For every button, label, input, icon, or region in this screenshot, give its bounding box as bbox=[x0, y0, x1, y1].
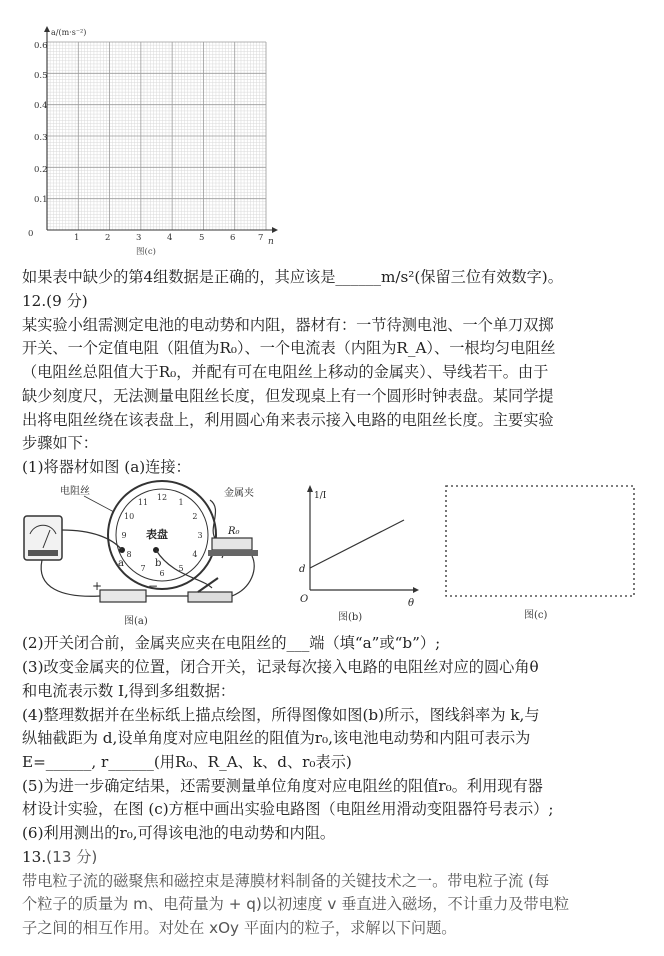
step-4-line-3: E=______, r______(用R₀、R_A、k、d、r₀表示) bbox=[22, 753, 352, 771]
step-1: (1)将器材如图 (a)连接： bbox=[22, 458, 191, 476]
ammeter-base bbox=[28, 550, 58, 556]
q13-number: 13. bbox=[22, 848, 47, 866]
dial-number: 7 bbox=[140, 563, 146, 573]
fig-b-intercept: d bbox=[299, 564, 306, 575]
figure-a-caption: 图(a) bbox=[124, 616, 148, 627]
q13-score: (13 分) bbox=[46, 848, 98, 866]
q12-paragraph-line-1: 某实验小组需测定电池的电动势和内阻，器材有：一节待测电池、一个单刀双掷 bbox=[22, 316, 554, 334]
q12-paragraph-line-5: 出将电阻丝绕在该表盘上，利用圆心角来表示接入电路的电阻丝长度。主要实验 bbox=[22, 411, 554, 429]
y-tick-0.4: 0.4 bbox=[34, 101, 48, 111]
terminal-b-label: b bbox=[155, 558, 162, 569]
fig-b-y-label: 1/I bbox=[314, 491, 327, 501]
q13-paragraph-line-1: 带电粒子流的磁聚焦和磁控束是薄膜材料制备的关键技术之一。带电粒子流 (每 bbox=[22, 872, 550, 890]
x-axis-arrow bbox=[272, 227, 278, 233]
step-3-line-2: 和电流表示数 I,得到多组数据： bbox=[22, 682, 236, 700]
y-tick-0.1: 0.1 bbox=[34, 195, 48, 205]
figure-c-caption: 图(c) bbox=[524, 610, 548, 621]
dial-number: 3 bbox=[197, 531, 203, 540]
dial-number: 12 bbox=[156, 493, 168, 502]
resistor-base bbox=[208, 550, 258, 556]
metal-clip-label: 金属夹 bbox=[224, 488, 254, 499]
fig-b-x-label: θ bbox=[408, 598, 415, 609]
fig-b-origin: O bbox=[300, 594, 309, 605]
step-4-line-2: 纵轴截距为 d,设单角度对应电阻丝的阻值为r₀,该电池电动势和内阻可表示为 bbox=[22, 729, 531, 747]
resistance-wire-label: 电阻丝 bbox=[60, 486, 90, 497]
x-tick-0: 0 bbox=[28, 229, 34, 239]
q12-paragraph-line-6: 步骤如下： bbox=[22, 434, 98, 452]
battery-icon bbox=[100, 590, 146, 602]
fig-b-x-arrow bbox=[413, 587, 419, 593]
q12-paragraph-line-3: （电阻丝总阻值大于R₀，并配有可在电阻丝上移动的金属夹）、导线若干。由于 bbox=[22, 363, 549, 381]
y-tick-0.6: 0.6 bbox=[34, 41, 48, 51]
figure-c-answer-box bbox=[440, 482, 650, 630]
y-tick-0.2: 0.2 bbox=[34, 165, 48, 175]
dial-number: 8 bbox=[126, 550, 132, 559]
answer-line-q11: 如果表中缺少的第4组数据是正确的，其应该是______m/s²(保留三位有效数字)。 bbox=[22, 268, 563, 286]
x-tick-1: 1 bbox=[74, 233, 80, 243]
y-tick-0.5: 0.5 bbox=[34, 71, 48, 81]
x-tick-3: 3 bbox=[136, 233, 142, 243]
step-5-line-1: (5)为进一步确定结果，还需要测量单位角度对应电阻丝的阻值r₀。利用现有器 bbox=[22, 777, 543, 795]
dial-number: 2 bbox=[192, 512, 198, 521]
dial-number: 9 bbox=[121, 531, 127, 540]
terminal-a-label: a bbox=[118, 558, 124, 569]
x-tick-7: 7 bbox=[258, 233, 264, 243]
wire-switch-resistor bbox=[232, 556, 254, 596]
step-5-line-2: 材设计实验，在图 (c)方框中画出实验电路图（电阻丝用滑动变阻器符号表示）; bbox=[22, 800, 554, 818]
step-6: (6)利用测出的r₀,可得该电池的电动势和内阻。 bbox=[22, 824, 336, 842]
x-axis-label: n bbox=[268, 237, 274, 247]
y-axis-label: a/(m·s⁻²) bbox=[51, 28, 87, 37]
step-2: (2)开关闭合前，金属夹应夹在电阻丝的___端（填“a”或“b”）; bbox=[22, 634, 441, 652]
dial-number: 6 bbox=[159, 569, 165, 578]
y-tick-0.3: 0.3 bbox=[34, 133, 48, 143]
resistor-r0-icon bbox=[212, 538, 252, 550]
switch-icon bbox=[188, 592, 232, 602]
dial-number: 5 bbox=[178, 563, 184, 573]
dial-label: 表盘 bbox=[146, 528, 168, 541]
dashed-answer-box bbox=[446, 486, 634, 596]
q13-paragraph-line-3: 子之间的相互作用。对处在 xOy 平面内的粒子，求解以下问题。 bbox=[22, 919, 457, 937]
acceleration-grid-graph bbox=[14, 22, 284, 260]
x-tick-6: 6 bbox=[230, 233, 236, 243]
graph-figure-b bbox=[294, 480, 424, 630]
x-tick-5: 5 bbox=[199, 233, 205, 243]
graph-caption: 图(c) bbox=[136, 247, 156, 257]
q12-paragraph-line-2: 开关、一个定值电阻（阻值为R₀）、一个电流表（内阻为R_A）、一根均匀电阻丝 bbox=[22, 339, 556, 357]
step-3-line-1: (3)改变金属夹的位置，闭合开关，记录每次接入电路的电阻丝对应的圆心角θ bbox=[22, 658, 539, 676]
x-tick-4: 4 bbox=[167, 233, 173, 243]
dial-number: 10 bbox=[124, 512, 135, 521]
circuit-figure-a bbox=[22, 478, 272, 630]
dial-number: 1 bbox=[178, 498, 184, 508]
wire-ammeter-a bbox=[62, 530, 122, 550]
question-12-header: 12.(9 分) bbox=[22, 292, 88, 310]
q12-paragraph-line-4: 缺少刻度尺，无法测量电阻丝长度，但发现桌上有一个圆形时钟表盘。某同学提 bbox=[22, 387, 554, 405]
figure-b-caption: 图(b) bbox=[338, 612, 363, 623]
battery-minus: − bbox=[148, 579, 159, 593]
question-13-header bbox=[22, 846, 97, 869]
fig-b-y-arrow bbox=[307, 485, 313, 492]
step-4-line-1: (4)整理数据并在坐标纸上描点绘图，所得图像如图(b)所示，图线斜率为 k,与 bbox=[22, 706, 540, 724]
y-axis-arrow bbox=[44, 26, 50, 32]
dial-number: 11 bbox=[137, 498, 149, 508]
dial-number: 4 bbox=[192, 550, 198, 559]
battery-plus: + bbox=[92, 579, 103, 593]
wire-label-pointer bbox=[84, 496, 114, 512]
resistor-r0-label: R₀ bbox=[228, 526, 240, 537]
fig-b-line bbox=[310, 520, 404, 568]
q13-paragraph-line-2: 个粒子的质量为 m、电荷量为 + q)以初速度 v 垂直进入磁场，不计重力及带电粒 bbox=[22, 895, 570, 913]
x-tick-2: 2 bbox=[105, 233, 111, 243]
